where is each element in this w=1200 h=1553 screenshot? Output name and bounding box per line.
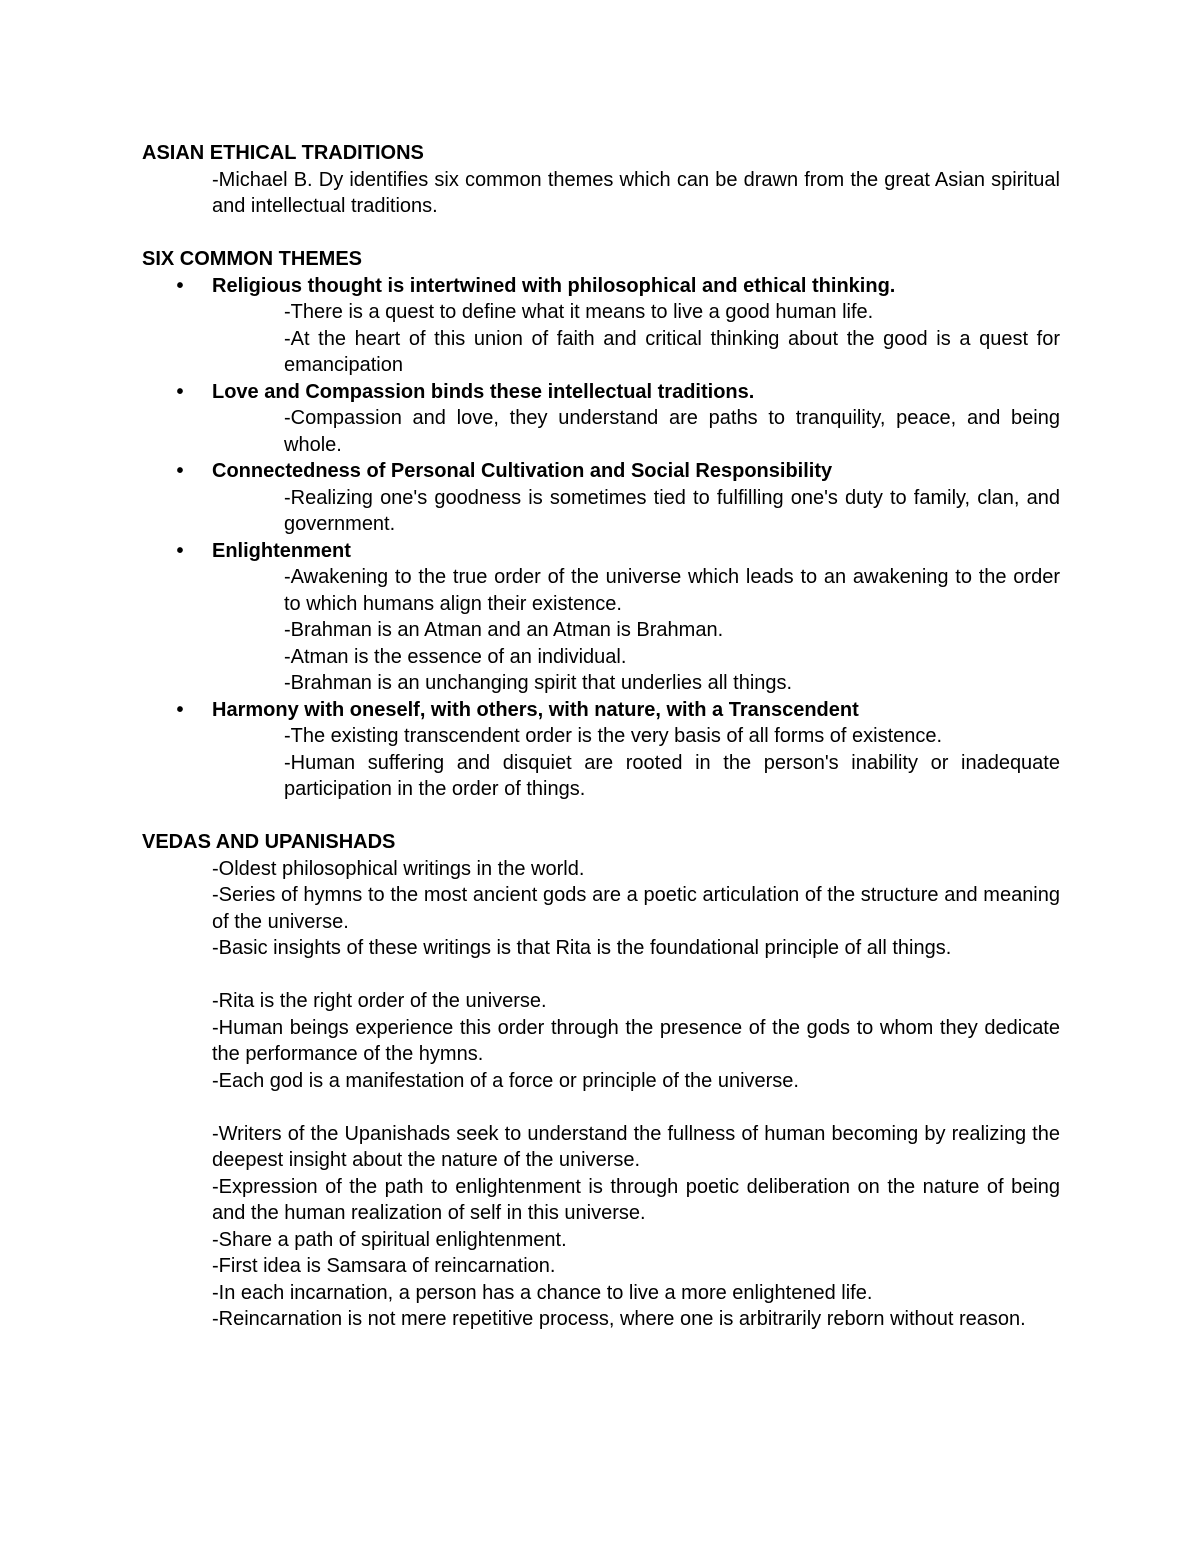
theme-note: -Brahman is an unchanging spirit that underlies all things.	[284, 672, 793, 694]
vedas-paragraph: -Series of hymns to the most ancient gods are a poetic articulation of the structure and meaning of the universe.	[212, 884, 1060, 933]
theme-item	[176, 379, 1060, 459]
bullet-icon: •	[176, 380, 184, 403]
intro-paragraph	[212, 167, 1060, 220]
theme-item	[176, 458, 1060, 538]
theme-note: -The existing transcendent order is the very basis of all forms of existence.	[284, 725, 943, 747]
theme-note: -Compassion and love, they understand are paths to tranquility, peace, and being whole.	[284, 407, 1060, 456]
bullet-icon: •	[176, 698, 184, 721]
paragraph-spacer	[212, 1094, 1060, 1121]
bullet-icon: •	[176, 274, 184, 297]
theme-item	[176, 273, 1060, 379]
theme-note: -Awakening to the true order of the universe which leads to an awakening to the order to which humans align their existence.	[284, 566, 1060, 615]
theme-notes	[284, 485, 1060, 538]
theme-title: Harmony with oneself, with others, with nature, with a Transcendent	[212, 698, 859, 721]
bullet-icon: •	[176, 460, 184, 482]
themes-list	[142, 273, 1060, 803]
vedas-paragraph: -Rita is the right order of the universe.	[212, 990, 547, 1012]
vedas-paragraph: -Each god is a manifestation of a force or principle of the universe.	[212, 1069, 799, 1092]
theme-note: -Brahman is an Atman and an Atman is Brahman.	[284, 619, 724, 641]
vedas-paragraph: -Writers of the Upanishads seek to understand the fullness of human becoming by realizing the deepest insight about the nature of the universe.	[212, 1122, 1060, 1171]
heading-vedas-and-upanishads: VEDAS AND UPANISHADS	[142, 831, 396, 853]
vedas-paragraph: -Human beings experience this order through the presence of the gods to whom they dedicate the performance of the hymns.	[212, 1016, 1060, 1065]
theme-item	[176, 538, 1060, 697]
theme-notes	[284, 723, 1060, 803]
bullet-icon: •	[176, 539, 184, 562]
vedas-paragraph: -Basic insights of these writings is that Rita is the foundational principle of all things.	[212, 937, 952, 959]
heading-six-common-themes: SIX COMMON THEMES	[142, 248, 363, 270]
theme-note: -Atman is the essence of an individual.	[284, 645, 627, 668]
section-spacer	[142, 220, 1060, 247]
theme-note: -There is a quest to define what it means to live a good human life.	[284, 301, 874, 323]
theme-item	[176, 697, 1060, 803]
theme-note: -At the heart of this union of faith and critical thinking about the good is a quest for emancipation	[284, 327, 1060, 376]
theme-title: Enlightenment	[212, 539, 351, 562]
vedas-paragraph: -Reincarnation is not mere repetitive process, where one is arbitrarily reborn without reason.	[212, 1308, 1026, 1330]
vedas-paragraph: -Oldest philosophical writings in the world.	[212, 857, 585, 880]
theme-title: Religious thought is intertwined with philosophical and ethical thinking.	[212, 274, 896, 297]
document-page	[142, 140, 1060, 1333]
intro-text: -Michael B. Dy identifies six common themes which can be drawn from the great Asian spiritual and intellectual traditions.	[212, 168, 1060, 217]
vedas-paragraph: -Share a path of spiritual enlightenment.	[212, 1228, 567, 1251]
theme-notes	[284, 405, 1060, 458]
theme-note: -Human suffering and disquiet are rooted in the person's inability or inadequate participation in the order of things.	[284, 751, 1060, 800]
section-spacer	[142, 803, 1060, 830]
heading-asian-ethical-traditions: ASIAN ETHICAL TRADITIONS	[142, 142, 424, 164]
vedas-paragraph: -In each incarnation, a person has a chance to live a more enlightened life.	[212, 1281, 873, 1304]
vedas-body	[212, 856, 1060, 1333]
vedas-paragraph: -First idea is Samsara of reincarnation.	[212, 1255, 556, 1277]
theme-note: -Realizing one's goodness is sometimes tied to fulfilling one's duty to family, clan, and government.	[284, 486, 1060, 535]
paragraph-spacer	[212, 962, 1060, 989]
theme-notes	[284, 564, 1060, 697]
vedas-paragraph: -Expression of the path to enlightenment is through poetic deliberation on the nature of being and the human realization of self in this universe.	[212, 1175, 1060, 1224]
theme-notes	[284, 299, 1060, 379]
theme-title: Connectedness of Personal Cultivation and Social Responsibility	[212, 460, 833, 482]
theme-title: Love and Compassion binds these intellectual traditions.	[212, 380, 755, 403]
